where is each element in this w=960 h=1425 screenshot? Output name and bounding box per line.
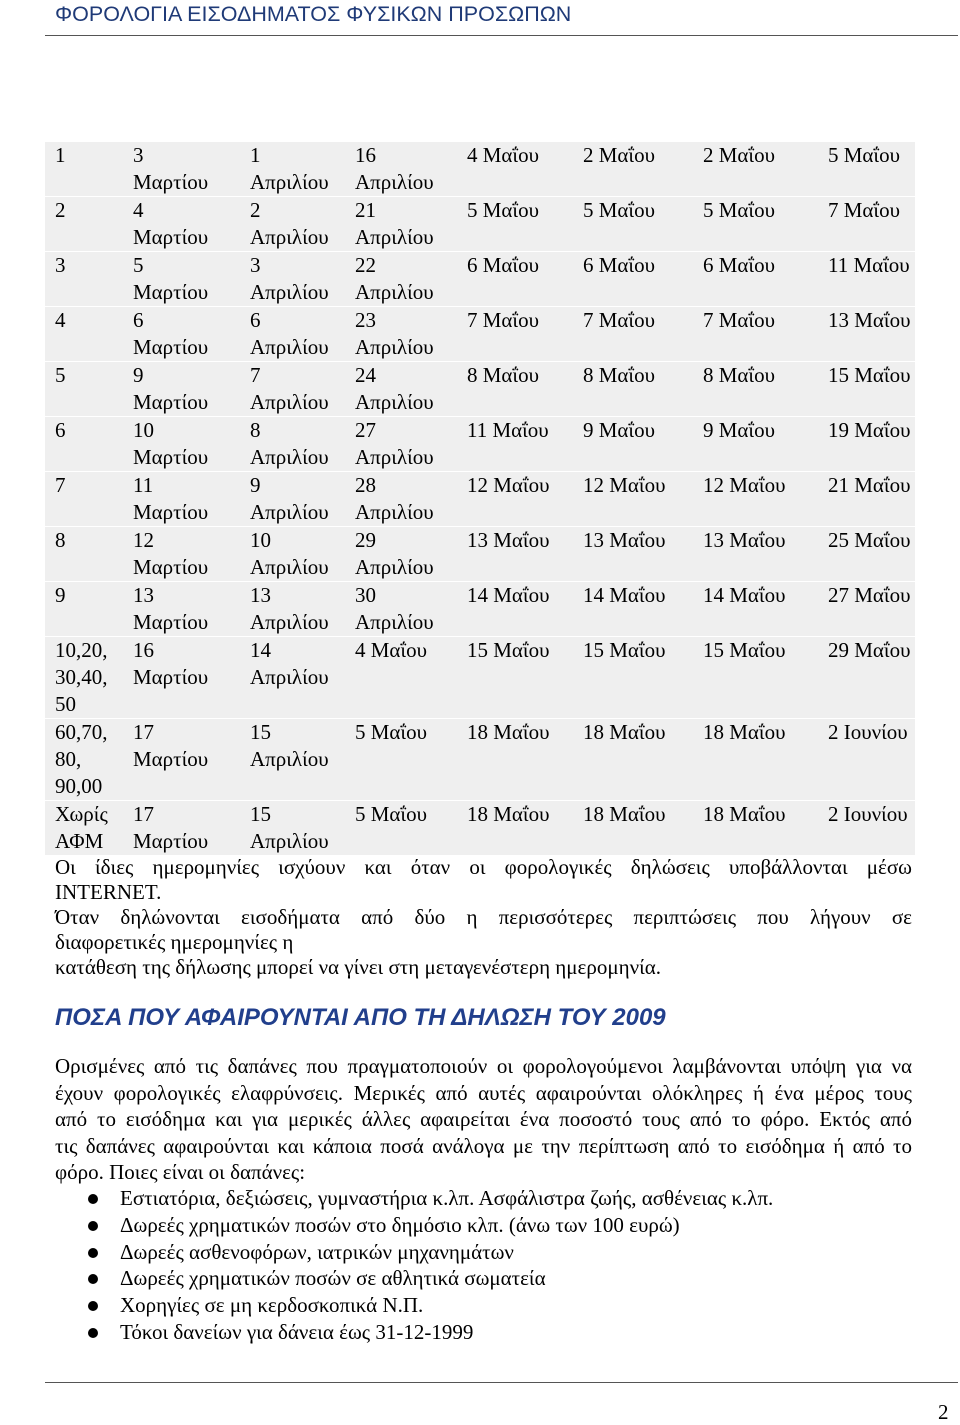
deadline-date-cell: 10 Απριλίου [240,527,345,582]
afm-digit-cell: Χωρίς ΑΦΜ [45,801,123,856]
header-rule [45,35,958,36]
deadline-date-cell: 14 Απριλίου [240,637,345,719]
deadline-date-cell: 22 Απριλίου [345,252,457,307]
deadline-date-cell: 8 Μαΐου [573,362,693,417]
deadline-date-cell: 13 Μαΐου [693,527,818,582]
deadline-date-cell: 6 Απριλίου [240,307,345,362]
deadline-date-cell: 18 Μαΐου [457,719,573,801]
deadline-date-cell: 27 Μαΐου [818,582,915,637]
table-row [45,417,915,472]
deadline-date-cell: 7 Μαΐου [693,307,818,362]
deadline-date-cell: 12 Μαΐου [573,472,693,527]
table-row [45,307,915,362]
table-row [45,142,915,197]
deadline-date-cell: 15 Μαΐου [693,637,818,719]
deadline-date-cell: 1 Απριλίου [240,142,345,197]
deadline-date-cell: 28 Απριλίου [345,472,457,527]
deadline-date-cell: 9 Μαΐου [693,417,818,472]
table-row [45,197,915,252]
page-header-title: ΦΟΡΟΛΟΓΙΑ ΕΙΣΟΔΗΜΑΤΟΣ ΦΥΣΙΚΩΝ ΠΡΟΣΩΠΩΝ [55,2,572,26]
deadline-date-cell: 4 Μαρτίου [123,197,240,252]
deadline-date-cell: 5 Μαΐου [573,197,693,252]
deadline-date-cell: 15 Μαΐου [573,637,693,719]
deadline-date-cell: 15 Απριλίου [240,719,345,801]
deadline-date-cell: 7 Μαΐου [457,307,573,362]
deadline-date-cell: 19 Μαΐου [818,417,915,472]
table-row [45,637,915,719]
deadline-date-cell: 5 Μαΐου [345,801,457,856]
deadline-date-cell: 29 Απριλίου [345,527,457,582]
deadline-date-cell: 6 Μαΐου [457,252,573,307]
list-item [0,1319,960,1346]
deadline-date-cell: 5 Μαρτίου [123,252,240,307]
deadline-date-cell: 6 Μαΐου [573,252,693,307]
deadline-date-cell: 5 Μαΐου [457,197,573,252]
deadline-date-cell: 13 Μαΐου [818,307,915,362]
table-row [45,252,915,307]
deadline-date-cell: 18 Μαΐου [693,719,818,801]
deadline-date-cell: 9 Μαρτίου [123,362,240,417]
deadline-date-cell: 13 Μαΐου [573,527,693,582]
deadline-date-cell: 2 Ιουνίου [818,719,915,801]
deadline-date-cell: 18 Μαΐου [573,719,693,801]
afm-digit-cell: 6 [45,417,123,472]
deadline-date-cell: 17 Μαρτίου [123,801,240,856]
list-item [0,1212,960,1239]
deadline-date-cell: 2 Μαΐου [693,142,818,197]
table-row [45,801,915,856]
deadline-date-cell: 15 Απριλίου [240,801,345,856]
deadline-date-cell: 10 Μαρτίου [123,417,240,472]
deadline-date-cell: 16 Μαρτίου [123,637,240,719]
deadline-date-cell: 4 Μαΐου [457,142,573,197]
afm-digit-cell: 5 [45,362,123,417]
deadline-date-cell: 5 Μαΐου [693,197,818,252]
intro-line: τις δαπάνες αφαιρούνται και κάποια ποσά ανάλογα με την περίπτωση από το εισόδημα ή από το [55,1133,912,1158]
table-row [45,582,915,637]
deadline-date-cell: 30 Απριλίου [345,582,457,637]
page-number: 2 [938,1400,949,1424]
deadline-date-cell: 23 Απριλίου [345,307,457,362]
deadline-date-cell: 15 Μαΐου [457,637,573,719]
afm-digit-cell: 1 [45,142,123,197]
deadline-date-cell: 13 Μαΐου [457,527,573,582]
deadline-date-cell: 11 Μαΐου [818,252,915,307]
deadline-date-cell: 21 Απριλίου [345,197,457,252]
deadline-date-cell: 14 Μαΐου [573,582,693,637]
afm-digit-cell: 60,70, 80, 90,00 [45,719,123,801]
afm-digit-cell: 3 [45,252,123,307]
note-line: Όταν δηλώνονται εισοδήματα από δύο η περισσότερες περιπτώσεις που λήγουν σε [55,905,912,929]
deadline-date-cell: 6 Μαΐου [693,252,818,307]
deadline-date-cell: 11 Μαΐου [457,417,573,472]
deadline-date-cell: 3 Μαρτίου [123,142,240,197]
intro-paragraph [55,1053,912,1186]
deadline-date-cell: 8 Μαΐου [693,362,818,417]
deadline-date-cell: 9 Μαΐου [573,417,693,472]
deadline-date-cell: 2 Απριλίου [240,197,345,252]
deadline-date-cell: 16 Απριλίου [345,142,457,197]
afm-digit-cell: 10,20, 30,40, 50 [45,637,123,719]
deductions-list [0,1185,960,1346]
deadline-date-cell: 4 Μαΐου [345,637,457,719]
deadline-date-cell: 7 Μαΐου [573,307,693,362]
table-row [45,472,915,527]
deadline-date-cell: 9 Απριλίου [240,472,345,527]
deadline-date-cell: 13 Απριλίου [240,582,345,637]
list-item [0,1239,960,1266]
deadline-date-cell: 18 Μαΐου [693,801,818,856]
afm-digit-cell: 7 [45,472,123,527]
filing-deadline-table [45,142,915,856]
list-item-label: Δωρεές ασθενοφόρων, ιατρικών μηχανημάτων [120,1239,514,1264]
afm-digit-cell: 4 [45,307,123,362]
deadline-date-cell: 15 Μαΐου [818,362,915,417]
deadline-date-cell: 14 Μαΐου [693,582,818,637]
bullet-icon [88,1194,98,1204]
bullet-icon [88,1328,98,1338]
deadline-date-cell: 8 Μαΐου [457,362,573,417]
deadline-date-cell: 13 Μαρτίου [123,582,240,637]
deadline-date-cell: 5 Μαΐου [345,719,457,801]
deadline-date-cell: 25 Μαΐου [818,527,915,582]
deadline-date-cell: 21 Μαΐου [818,472,915,527]
section-heading: ΠΟΣΑ ΠΟΥ ΑΦΑΙΡΟΥΝΤΑΙ ΑΠΟ ΤΗ ΔΗΛΩΣΗ ΤΟΥ 2009 [55,1004,666,1031]
bullet-icon [88,1274,98,1284]
table-row [45,362,915,417]
deadline-date-cell: 17 Μαρτίου [123,719,240,801]
afm-digit-cell: 9 [45,582,123,637]
afm-digit-cell: 2 [45,197,123,252]
deadline-date-cell: 18 Μαΐου [457,801,573,856]
deadline-date-cell: 12 Μαΐου [693,472,818,527]
intro-line: Ορισμένες από τις δαπάνες που πραγματοποιούν οι φορολογούμενοι λαμβάνονται υπόψη για να [55,1054,912,1078]
deadline-date-cell: 12 Μαρτίου [123,527,240,582]
deadline-date-cell: 2 Ιουνίου [818,801,915,856]
list-item-label: Χορηγίες σε μη κερδοσκοπικά Ν.Π. [120,1293,424,1318]
intro-line: έχουν φορολογικές ελαφρύνσεις. Μερικές από αυτές αφαιρούνται ολόκληρες ή ένα μέρος τους [55,1080,912,1105]
deadline-date-cell: 14 Μαΐου [457,582,573,637]
afm-digit-cell: 8 [45,527,123,582]
table-row [45,719,915,801]
bullet-icon [88,1301,98,1311]
note-line: διαφορετικές ημερομηνίες η [55,930,294,954]
deadline-date-cell: 7 Μαΐου [818,197,915,252]
deadline-date-cell: 5 Μαΐου [818,142,915,197]
deadline-date-cell: 12 Μαΐου [457,472,573,527]
deadline-date-cell: 7 Απριλίου [240,362,345,417]
deadline-date-cell: 24 Απριλίου [345,362,457,417]
deadline-date-cell: 18 Μαΐου [573,801,693,856]
deadline-date-cell: 2 Μαΐου [573,142,693,197]
list-item [0,1292,960,1319]
note-line: κατάθεση της δήλωσης μπορεί να γίνει στη μεταγενέστερη ημερομηνία. [55,955,661,979]
bullet-icon [88,1221,98,1231]
list-item-label: Δωρεές χρηματικών ποσών στο δημόσιο κλπ. (άνω των 100 ευρώ) [120,1212,680,1237]
deadline-date-cell: 3 Απριλίου [240,252,345,307]
intro-line: από το εισόδημα και για μερικές άλλες αφαιρείται ένα ποσοστό τους από το φόρο. Εκτός από [55,1107,912,1131]
deadline-date-cell: 8 Απριλίου [240,417,345,472]
deadline-date-cell: 29 Μαΐου [818,637,915,719]
list-item-label: Τόκοι δανείων για δάνεια έως 31-12-1999 [120,1319,474,1344]
bullet-icon [88,1248,98,1258]
list-item [0,1265,960,1292]
deadline-date-cell: 11 Μαρτίου [123,472,240,527]
list-item-label: Εστιατόρια, δεξιώσεις, γυμναστήρια κ.λπ. Ασφάλιστρα ζωής, ασθένειας κ.λπ. [120,1186,774,1210]
list-item-label: Δωρεές χρηματικών ποσών σε αθλητικά σωματεία [120,1266,546,1291]
table-body [45,142,915,856]
note-line: INTERNET. [55,880,162,904]
list-item [0,1185,960,1212]
footer-rule [45,1382,958,1383]
deadline-date-cell: 27 Απριλίου [345,417,457,472]
table-row [45,527,915,582]
intro-line: φόρο. Ποιες είναι οι δαπάνες: [55,1160,306,1184]
note-line: Οι ίδιες ημερομηνίες ισχύουν και όταν οι φορολογικές δηλώσεις υποβάλλονται μέσω [55,855,912,879]
filing-notes [55,855,912,980]
deadline-date-cell: 6 Μαρτίου [123,307,240,362]
